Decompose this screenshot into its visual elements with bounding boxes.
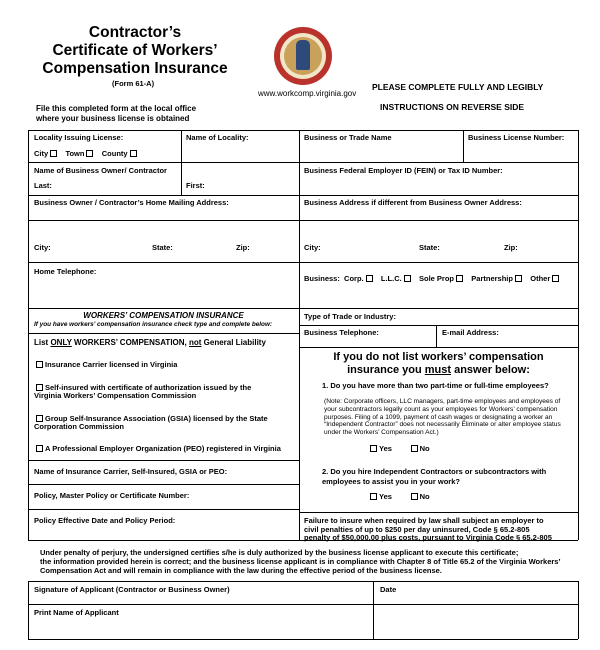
wc-list-instruction: List ONLY WORKERS’ COMPENSATION, not General Liability xyxy=(34,338,266,347)
home-telephone-label[interactable]: Home Telephone: xyxy=(34,267,97,276)
business-telephone-label[interactable]: Business Telephone: xyxy=(304,328,379,337)
corp-checkbox[interactable] xyxy=(366,275,373,282)
last-name-label[interactable]: Last: xyxy=(34,181,52,190)
business-zip-label[interactable]: Zip: xyxy=(504,243,518,252)
email-label[interactable]: E-mail Address: xyxy=(442,328,499,337)
carrier-checkbox[interactable] xyxy=(36,361,43,368)
virginia-seal-icon xyxy=(274,27,332,85)
wc-option-gsia-2: Corporation Commission xyxy=(34,422,125,431)
form-title-line3: Compensation Insurance xyxy=(42,60,228,77)
wc-subheading: If you have workers’ compensation insurance check type and complete below: xyxy=(34,321,273,328)
policy-date-label[interactable]: Policy Effective Date and Policy Period: xyxy=(34,516,176,525)
county-checkbox[interactable] xyxy=(130,150,137,157)
policy-number-label[interactable]: Policy, Master Policy or Certificate Number: xyxy=(34,491,190,500)
business-type-options xyxy=(304,274,561,283)
business-address-label[interactable]: Business Address if different from Business Owner Address: xyxy=(304,198,522,207)
city-checkbox[interactable] xyxy=(50,150,57,157)
corp-option-label: Corp. xyxy=(344,274,364,283)
no-insurance-heading-2: insurance you must answer below: xyxy=(347,364,530,376)
wc-option-gsia: Group Self-Insurance Association (GSIA) licensed by the State xyxy=(34,414,268,423)
other-checkbox[interactable] xyxy=(552,275,559,282)
business-name-label[interactable]: Business or Trade Name xyxy=(304,133,392,142)
date-label[interactable]: Date xyxy=(380,585,397,594)
form-title-line2: Certificate of Workers’ xyxy=(52,42,218,59)
other-option-label: Other xyxy=(530,274,551,283)
instructions-notice: INSTRUCTIONS ON REVERSE SIDE xyxy=(380,102,525,112)
please-complete-notice: PLEASE COMPLETE FULLY AND LEGIBLY xyxy=(372,82,544,92)
question-1-note: (Note: Corporate officers, LLC managers, part-time employees and employees of your subcontractors legally count as your employees for Workers’ compensation purposes. Filing of a 1099, payment of cash wages or designating a worker an “Independent Contractor” does not necessarily Eliminate or alter employee status under the Workers’ Compensation Act.) xyxy=(324,398,561,437)
q2-yes-label: Yes xyxy=(379,492,392,501)
mailing-address-label[interactable]: Business Owner / Contractor’s Home Mailing Address: xyxy=(34,198,229,207)
locality-type-options xyxy=(34,149,139,158)
q2-no-checkbox[interactable] xyxy=(411,493,418,500)
q1-yes-checkbox[interactable] xyxy=(370,445,377,452)
partnership-checkbox[interactable] xyxy=(515,275,522,282)
wc-option-carrier: Insurance Carrier licensed in Virginia xyxy=(34,360,177,369)
question-2-answers xyxy=(368,492,430,501)
county-option-label: County xyxy=(101,149,128,158)
license-number-label[interactable]: Business License Number: xyxy=(468,133,565,142)
town-checkbox[interactable] xyxy=(86,150,93,157)
wc-heading: WORKERS’ COMPENSATION INSURANCE xyxy=(83,311,244,320)
question-1-answers xyxy=(368,444,430,453)
penalty-line-1: Failure to insure when required by law shall subject an employer to xyxy=(304,516,544,525)
certify-line-2: the information provided herein is correct; and the business license applicant is in compliance with Chapter 8 of Title 65.2 of the Virginia Workers’ xyxy=(40,557,561,566)
q1-yes-label: Yes xyxy=(379,444,392,453)
business-state-label[interactable]: State: xyxy=(419,243,440,252)
q1-no-label: No xyxy=(419,444,430,453)
name-of-locality-label[interactable]: Name of Locality: xyxy=(186,133,249,142)
business-city-label[interactable]: City: xyxy=(304,243,321,252)
self-insured-checkbox[interactable] xyxy=(36,384,43,391)
peo-checkbox[interactable] xyxy=(36,445,43,452)
file-instruction-line2: where your business license is obtained xyxy=(36,114,190,123)
form-number: (Form 61-A) xyxy=(112,79,155,88)
owner-city-label[interactable]: City: xyxy=(34,243,51,252)
llc-option-label: L.L.C. xyxy=(380,274,402,283)
print-name-label[interactable]: Print Name of Applicant xyxy=(34,608,119,617)
sole-prop-option-label: Sole Prop xyxy=(419,274,455,283)
fein-label[interactable]: Business Federal Employer ID (FEIN) or Tax ID Number: xyxy=(304,166,503,175)
website-url: www.workcomp.virginia.gov xyxy=(258,89,357,98)
signature-label[interactable]: Signature of Applicant (Contractor or Business Owner) xyxy=(34,585,230,594)
form-title-line1: Contractor’s xyxy=(88,24,182,41)
town-option-label: Town xyxy=(65,149,85,158)
business-type-label: Business: xyxy=(304,274,340,283)
partnership-option-label: Partnership xyxy=(471,274,513,283)
locality-license-label: Locality Issuing License: xyxy=(34,133,124,142)
penalty-line-2: civil penalties of up to $250 per day uninsured, Code § 65.2-805 xyxy=(304,525,530,534)
owner-zip-label[interactable]: Zip: xyxy=(236,243,250,252)
q1-no-checkbox[interactable] xyxy=(411,445,418,452)
wc-option-self-insured: Self-insured with certificate of authorization issued by the xyxy=(34,383,251,392)
llc-checkbox[interactable] xyxy=(404,275,411,282)
question-1: 1. Do you have more than two part-time or full-time employees? xyxy=(322,381,549,390)
owner-state-label[interactable]: State: xyxy=(152,243,173,252)
certify-line-3: Compensation Act and will remain in compliance with the law during the effective period of the business license. xyxy=(40,566,442,575)
wc-option-self-insured-2: Virginia Workers’ Compensation Commission xyxy=(34,391,197,400)
file-instruction-line1: File this completed form at the local office xyxy=(36,104,197,113)
penalty-line-3: penalty of $50,000.00 plus costs, pursuant to Virginia Code § 65.2-805 xyxy=(304,533,552,542)
insurer-name-label[interactable]: Name of Insurance Carrier, Self-Insured, GSIA or PEO: xyxy=(34,467,228,476)
sole-prop-checkbox[interactable] xyxy=(456,275,463,282)
certify-line-1: Under penalty of perjury, the undersigned certifies s/he is duly authorized by the business license applicant to execute this certificate; xyxy=(40,548,519,557)
owner-name-label: Name of Business Owner/ Contractor xyxy=(34,166,167,175)
trade-type-label[interactable]: Type of Trade or Industry: xyxy=(304,312,396,321)
gsia-checkbox[interactable] xyxy=(36,415,43,422)
city-option-label: City xyxy=(34,149,49,158)
first-name-label[interactable]: First: xyxy=(186,181,205,190)
no-insurance-heading-1: If you do not list workers’ compensation xyxy=(333,351,544,363)
wc-option-peo: A Professional Employer Organization (PEO) registered in Virginia xyxy=(34,444,281,453)
question-2: 2. Do you hire Independent Contractors or subcontractors with employees to assist you in your work? xyxy=(322,467,547,486)
q2-yes-checkbox[interactable] xyxy=(370,493,377,500)
q2-no-label: No xyxy=(419,492,430,501)
